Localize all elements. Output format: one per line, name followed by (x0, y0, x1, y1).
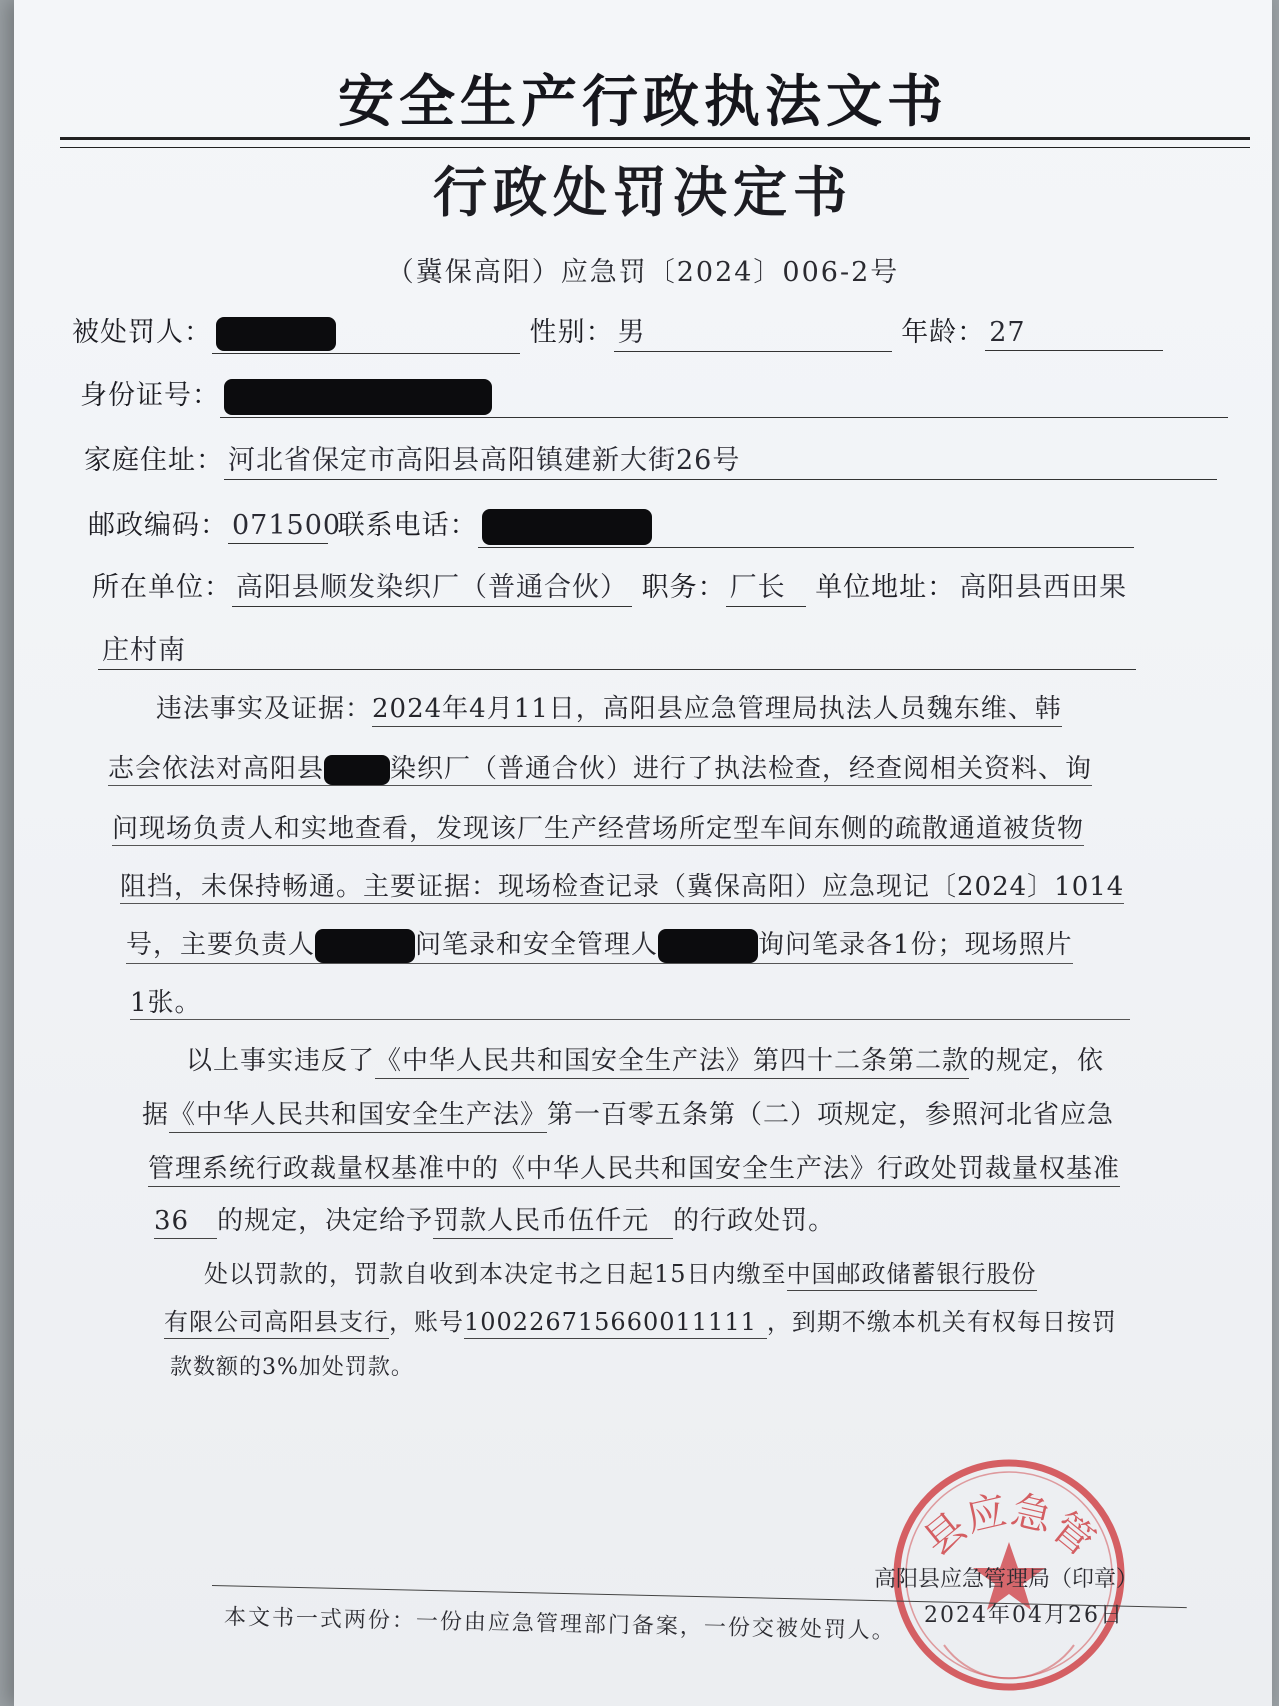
facts-line-2 (108, 748, 1092, 786)
unit-value: 高阳县顺发染织厂（普通合伙） (232, 565, 632, 607)
payment-text-2d: ，到期不缴本机关有权每日按罚 (766, 1308, 1117, 1336)
payment-line-3 (170, 1350, 414, 1381)
payment-text-1a: 处以罚款的，罚款自收到本决定书之日起15日内缴至 (204, 1260, 787, 1288)
unit-address-value-2: 庄村南 (98, 628, 1136, 670)
id-label: 身份证号： (80, 380, 220, 411)
facts-line-5 (126, 924, 1073, 964)
facts-text-2b: 染织厂（普通合伙）进行了执法检查，经查阅相关资料、询 (390, 754, 1093, 784)
facts-line-6 (130, 982, 1130, 1020)
row-id (80, 373, 1228, 418)
decision-text-3: 管理系统行政裁量权基准中的《中华人民共和国安全生产法》行政处罚裁量权基准 (148, 1154, 1120, 1187)
payment-text-2c: 100226715660011111 (464, 1308, 767, 1339)
facts-line-1 (156, 688, 1062, 725)
decision-line-2 (142, 1094, 1114, 1131)
id-redaction (224, 379, 492, 415)
facts-text-1: 2024年4月11日，高阳县应急管理局执法人员魏东维、韩 (372, 694, 1062, 727)
decision-text-4a: 36 (154, 1206, 217, 1239)
row-unit-cont (98, 628, 1136, 670)
unit-address-value-1: 高阳县西田果 (959, 572, 1128, 603)
facts-redaction-3 (658, 929, 758, 963)
facts-line-4 (120, 866, 1124, 904)
decision-text-2a: 据 (142, 1100, 170, 1130)
payment-text-3: 款数额的3%加处罚款。 (170, 1355, 414, 1380)
facts-text-5c: 询问笔录各1份；现场照片 (758, 930, 1073, 960)
facts-label: 违法事实及证据： (156, 694, 373, 724)
row-unit (92, 565, 1131, 607)
name-value (212, 317, 520, 354)
address-value: 河北省保定市高阳县高阳镇建新大街26号 (224, 438, 1217, 480)
payment-text-2a: 有限公司高阳县支行 (164, 1308, 389, 1339)
decision-text-4b: 的规定，决定给予 (217, 1206, 434, 1236)
unit-label: 所在单位： (92, 572, 232, 603)
seal-text: 县应急管 (915, 1487, 1103, 1565)
postcode-value: 071500 (228, 510, 328, 544)
signature-org: 高阳县应急管理局（印章） (874, 1567, 1139, 1592)
decision-text-1c: 的规定，依 (969, 1046, 1105, 1076)
payment-line-1 (204, 1254, 1037, 1289)
decision-line-4 (154, 1200, 835, 1237)
footnote: 本文书一式两份：一份由应急管理部门备案，一份交被处罚人。 (223, 1605, 897, 1645)
phone-redaction (482, 509, 652, 545)
decision-line-3 (148, 1148, 1120, 1185)
age-label: 年龄： (901, 317, 986, 348)
decision-text-1a: 以上事实违反了 (186, 1046, 376, 1076)
decision-text-4c: 罚款人民币伍仟元 (433, 1206, 673, 1239)
gender-label: 性别： (529, 317, 614, 348)
facts-text-4: 阻挡，未保持畅通。主要证据：现场检查记录（冀保高阳）应急现记〔2024〕1014 (120, 866, 1124, 904)
facts-redaction-2 (315, 929, 415, 963)
facts-text-5a: 号，主要负责人 (126, 930, 316, 960)
decision-text-4d: 的行政处罚。 (673, 1206, 836, 1236)
position-label: 职务： (641, 572, 726, 603)
decision-text-2b: 《中华人民共和国安全生产法》 (169, 1100, 547, 1133)
row-address (84, 438, 1217, 480)
payment-text-1b: 中国邮政储蓄银行股份 (787, 1260, 1037, 1291)
phone-value (478, 509, 1134, 548)
header-rule-thick (60, 137, 1250, 140)
phone-label: 联系电话： (337, 510, 478, 541)
signature-date: 2024年04月26日 (924, 1603, 1124, 1628)
payment-line-2 (164, 1302, 1117, 1337)
gender-value: 男 (614, 310, 892, 352)
row-person (72, 310, 1163, 354)
facts-text-5b: 问笔录和安全管理人 (415, 930, 659, 960)
row-contact (88, 503, 1134, 548)
facts-text-2a: 志会依法对高阳县 (108, 754, 325, 784)
name-redaction (216, 317, 336, 351)
series-title: 安全生产行政执法文书 (338, 69, 948, 135)
payment-text-2b: ，账号 (389, 1308, 464, 1336)
unit-address-label: 单位地址： (815, 572, 956, 603)
decision-line-1 (186, 1040, 1104, 1077)
seal-bottom-arc (944, 1645, 1074, 1678)
name-label: 被处罚人： (72, 317, 212, 348)
decision-text-2c: 第一百零五条第（二）项规定，参照河北省应急 (547, 1100, 1115, 1130)
id-value (220, 379, 1228, 418)
decision-text-1b: 《中华人民共和国安全生产法》第四十二条第二款 (375, 1046, 969, 1079)
facts-text-6: 1张。 (130, 982, 1130, 1020)
document-title: 行政处罚决定书 (433, 160, 853, 224)
header-rule-thin (60, 147, 1250, 148)
facts-text-3: 问现场负责人和实地查看，发现该厂生产经营场所定型车间东侧的疏散通道被货物 (112, 808, 1084, 846)
document-number: （冀保高阳）应急罚〔2024〕006-2号 (386, 257, 900, 288)
address-label: 家庭住址： (84, 445, 224, 476)
facts-redaction-1 (324, 755, 390, 785)
position-value: 厂长 (726, 565, 806, 607)
postcode-label: 邮政编码： (88, 510, 228, 541)
document-page (14, 0, 1272, 1706)
age-value: 27 (985, 317, 1163, 351)
facts-line-3 (112, 808, 1084, 846)
